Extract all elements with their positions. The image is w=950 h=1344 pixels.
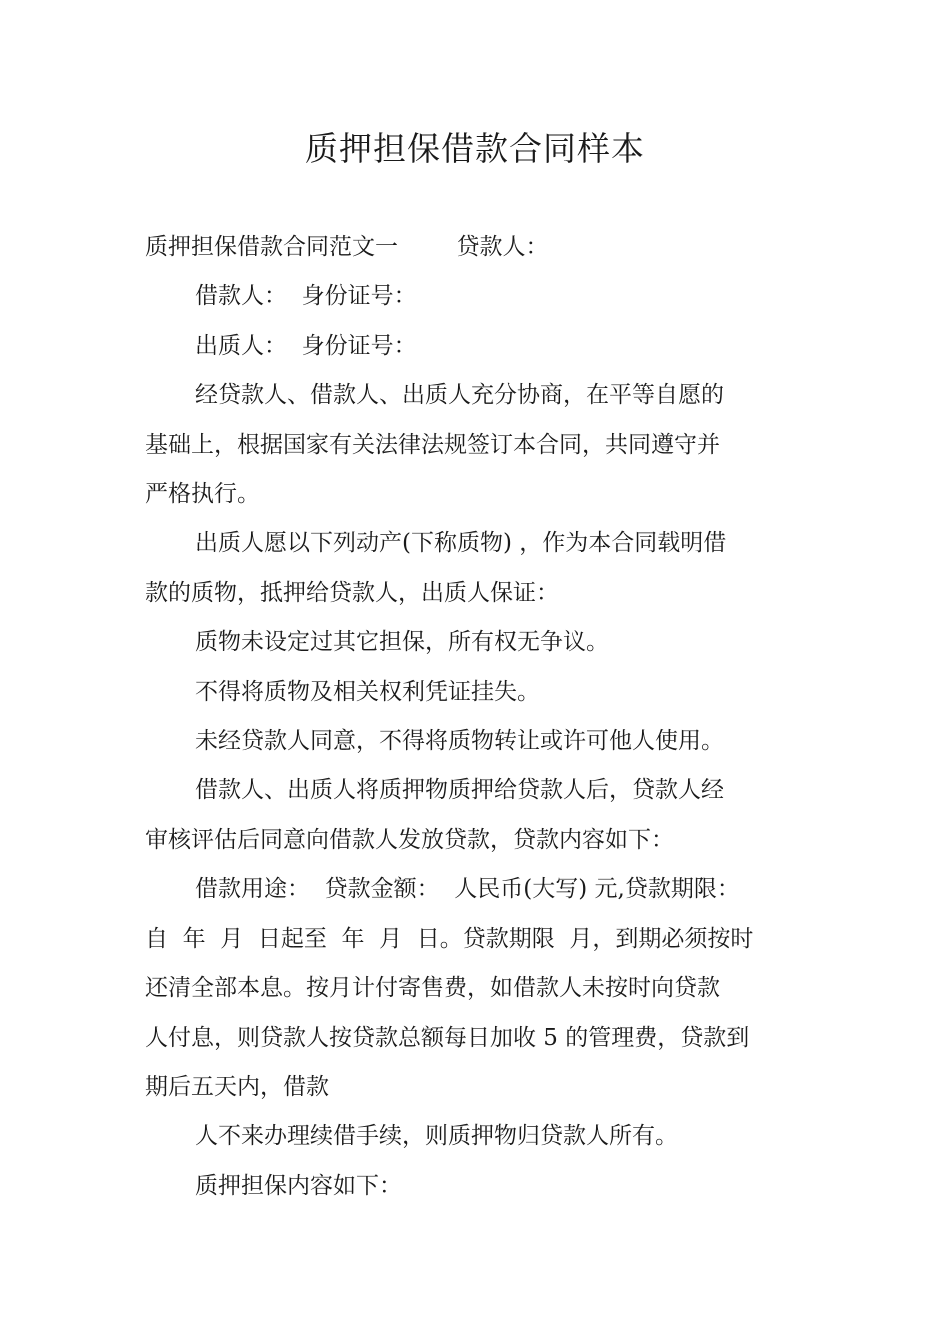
text-line: 人付息，则贷款人按贷款总额每日加收 5 的管理费，贷款到 (145, 1024, 750, 1051)
text-line: 人不来办理续借手续，则质押物归贷款人所有。 (195, 1123, 678, 1150)
text-line: 不得将质物及相关权利凭证挂失。 (195, 678, 540, 705)
text-line: 款的质物，抵押给贷款人，出质人保证： (145, 579, 559, 606)
text-line: 自 年 月 日起至 年 月 日。贷款期限 月，到期必须按时 (145, 925, 754, 952)
document-body (145, 223, 825, 1211)
text-line: 借款人、出质人将质押物质押给贷款人后，贷款人经 (195, 777, 724, 804)
text-line: 出质人愿以下列动产(下称质物) ，作为本合同载明借 (195, 530, 727, 557)
text-line: 还清全部本息。按月计付寄售费，如借款人未按时向贷款 (145, 975, 720, 1002)
text-line: 期后五天内，借款 (145, 1073, 329, 1100)
text-line: 借款人： 身份证号： (195, 283, 417, 310)
text-line: 出质人： 身份证号： (195, 332, 417, 359)
text-line: 严格执行。 (145, 481, 260, 508)
text-line: 质押担保借款合同范文一 贷款人： (145, 234, 549, 260)
text-line: 未经贷款人同意，不得将质物转让或许可他人使用。 (195, 728, 724, 755)
text-line: 审核评估后同意向借款人发放贷款，贷款内容如下： (145, 826, 674, 853)
text-line: 经贷款人、借款人、出质人充分协商，在平等自愿的 (195, 382, 724, 409)
document-title: 质押担保借款合同样本 (305, 129, 645, 168)
text-line: 质物未设定过其它担保，所有权无争议。 (195, 629, 609, 656)
text-line: 借款用途： 贷款金额： 人民币(大写) 元,贷款期限： (195, 876, 740, 903)
text-line: 质押担保内容如下： (195, 1172, 402, 1199)
text-line: 基础上，根据国家有关法律法规签订本合同，共同遵守并 (145, 431, 720, 458)
